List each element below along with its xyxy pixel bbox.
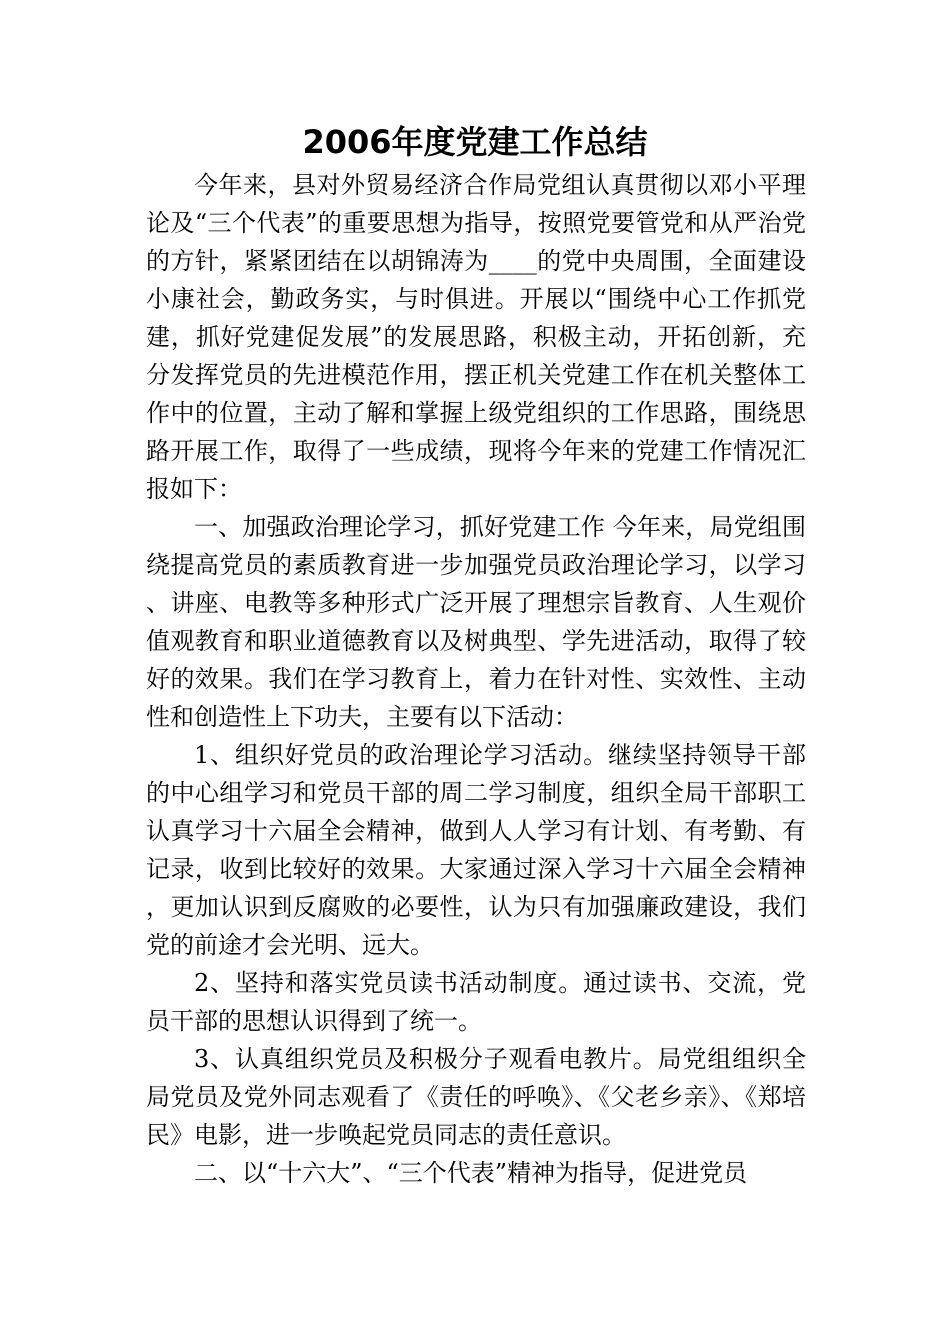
document-title: 2006年度党建工作总结 xyxy=(302,123,648,161)
paragraph-section-one: 一、加强政治理论学习，抓好党建工作 今年来，局党组围绕提高党员的素质教育进一步加强党员政治理论学习，以学习、讲座、电教等多种形式广泛开展了理想宗旨教育、人生观价值观教育和职业道德教育以及树典型、学先进活动，取得了较好的效果。我们在学习教育上，着力在针对性、实效性、主动性和创造性上下功夫，主要有以下活动： xyxy=(146,513,806,731)
paragraph-intro: 今年来，县对外贸易经济合作局党组认真贯彻以邓小平理论及“三个代表”的重要思想为指导，按照党要管党和从严治党的方针，紧紧团结在以胡锦涛为____的党中央周围，全面建设小康社会，勤政务实，与时俱进。开展以“围绕中心工作抓党建，抓好党建促发展”的发展思路，积极主动，开拓创新，充分发挥党员的先进模范作用，摆正机关党建工作在机关整体工作中的位置，主动了解和掌握上级党组织的工作思路，围绕思路开展工作，取得了一些成绩，现将今年来的党建工作情况汇报如下： xyxy=(146,171,806,503)
paragraph-section-two: 二、以“十六大”、“三个代表”精神为指导，促进党员 xyxy=(194,1159,748,1187)
paragraph-item-3: 3、认真组织党员及积极分子观看电教片。局党组组织全局党员及党外同志观看了《责任的呼唤》、《父老乡亲》、《郑培民》电影，进一步唤起党员同志的责任意识。 xyxy=(146,1045,806,1149)
paragraph-item-2: 2、坚持和落实党员读书活动制度。通过读书、交流，党员干部的思想认识得到了统一。 xyxy=(146,969,806,1035)
document-body xyxy=(146,166,806,1192)
paragraph-item-1: 1、组织好党员的政治理论学习活动。继续坚持领导干部的中心组学习和党员干部的周二学习制度，组织全局干部职工认真学习十六届全会精神，做到人人学习有计划、有考勤、有记录，收到比较好的效果。大家通过深入学习十六届全会精神，更加认识到反腐败的必要性，认为只有加强廉政建设，我们党的前途才会光明、远大。 xyxy=(146,741,806,959)
